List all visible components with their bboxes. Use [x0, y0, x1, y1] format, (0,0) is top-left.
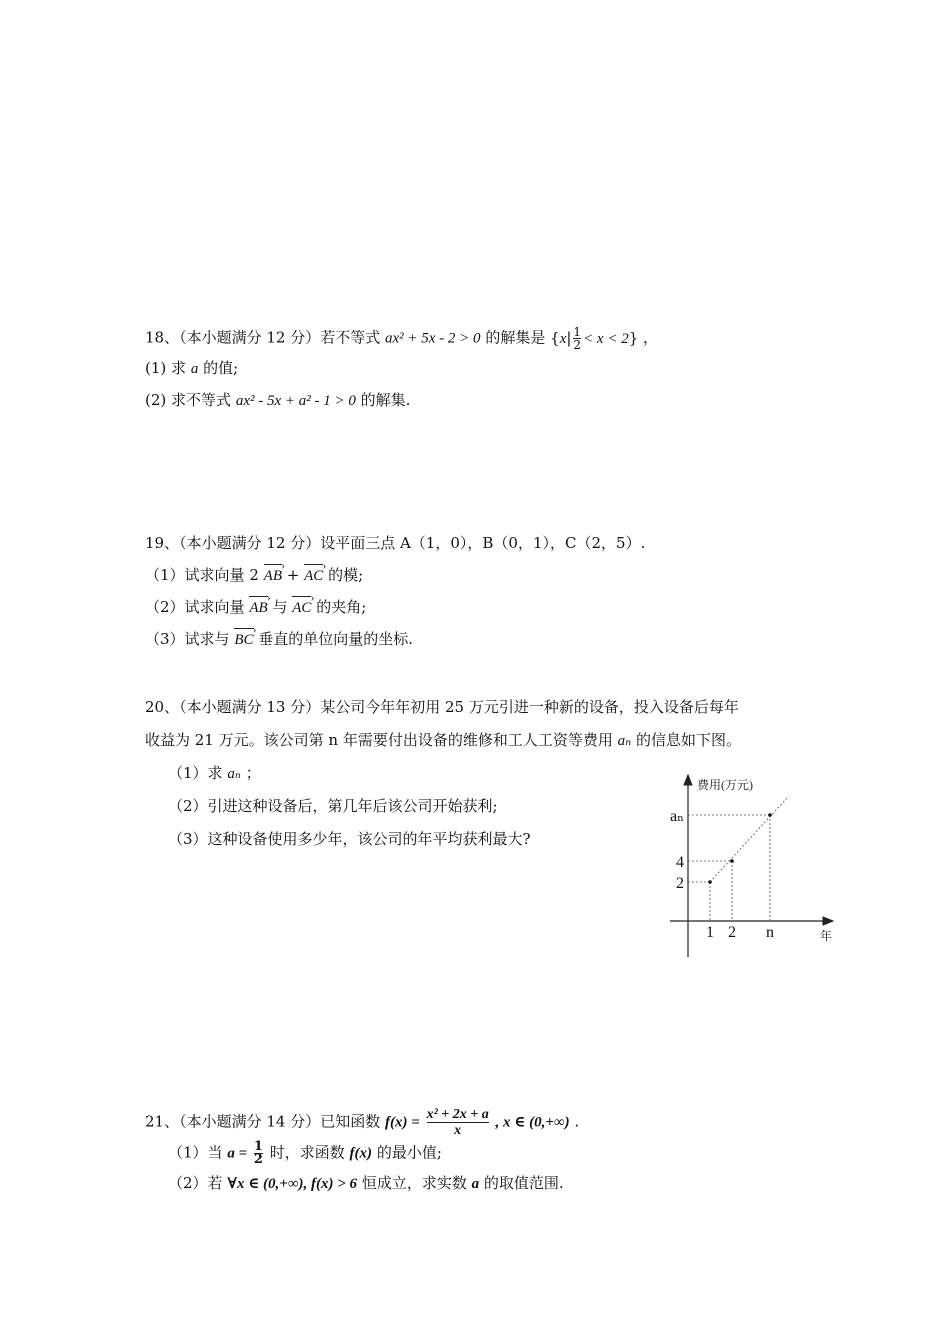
- x-axis-arrow: [823, 917, 833, 925]
- q19-p3-b: 垂直的单位向量的坐标.: [258, 630, 414, 648]
- q21-part2: [168, 1173, 564, 1194]
- q20-part2: （2）引进这种设备后，第几年后该公司开始获利;: [168, 797, 498, 815]
- q19-p1-b: 的模;: [328, 566, 364, 584]
- q21-fraction: [427, 1107, 489, 1138]
- q21-p1-fraction: [254, 1141, 263, 1166]
- q19-part1: [145, 565, 363, 586]
- q19-part3: [145, 629, 413, 650]
- q18-p2-ineq: ax² - 5x + a² - 1 > 0: [235, 393, 356, 409]
- q20-part1: [168, 763, 261, 784]
- q18-tail: ，: [643, 328, 659, 347]
- q21-p1-a: （1）当: [168, 1143, 223, 1162]
- cost-chart: [655, 765, 845, 965]
- q18-set-rest: < x < 2: [583, 330, 629, 347]
- q18-set-x: x: [559, 330, 567, 347]
- q20-line1: 20、（本小题满分 13 分）某公司今年年初用 25 万元引进一种新的设备，投入设备后每年: [145, 698, 739, 716]
- q19-p1-a: （1）试求向量: [145, 566, 245, 584]
- x-tick-label-0: 1: [706, 924, 714, 941]
- q18-set-den: 2: [573, 338, 582, 352]
- q18-stem: [145, 326, 658, 351]
- q21-domain: , x ∈ (0,+∞): [495, 1114, 570, 1131]
- x-tick-label-1: 2: [728, 924, 736, 941]
- q18-p1-a: (1) 求: [145, 359, 187, 377]
- q20-line2-a: 收益为 21 万元。该公司第 n 年需要付出设备的维修和工人工资等费用: [145, 731, 613, 749]
- q21-p1-num: 1: [253, 1139, 263, 1154]
- q20-p1-var: aₙ: [227, 766, 241, 782]
- q19-p1-vec-ab: AB ›: [264, 566, 282, 586]
- q19-p2-vec-ac: AC ›: [292, 598, 311, 618]
- q21-p1-b: 时，求函数: [269, 1143, 345, 1162]
- x-tick-label-2: n: [766, 924, 774, 941]
- y-axis-label: 费用(万元): [697, 778, 753, 792]
- q19-p3-a: （3）试求与: [145, 630, 230, 648]
- q20-part3: （3）这种设备使用多少年，该公司的年平均获利最大?: [168, 830, 531, 848]
- q19-p2-vec-ab: AB ›: [249, 598, 267, 618]
- q19-stem: 19、（本小题满分 12 分）设平面三点 A（1，0），B（0，1），C（2，5）.: [145, 534, 646, 552]
- q18-p1-b: 的值;: [203, 359, 239, 377]
- q21-fx: f(x) =: [385, 1114, 420, 1131]
- y-tick-label-0: 2: [676, 875, 684, 892]
- q21-p2-var: a: [471, 1176, 480, 1192]
- q21-p1-fx: f(x): [349, 1145, 373, 1162]
- q19-p1-coef: 2: [249, 566, 259, 584]
- q21-head: 21、（本小题满分 14 分）已知函数: [145, 1112, 381, 1131]
- q19-p1-vec-ac: AC ›: [304, 566, 323, 586]
- q18-mid: 的解集是: [485, 328, 546, 347]
- x-axis-label: 年: [820, 929, 833, 943]
- q18-head: 18、（本小题满分 12 分）若不等式: [145, 328, 381, 347]
- data-point-2: [768, 813, 772, 817]
- q19-part2: [145, 597, 366, 618]
- data-point-1: [730, 859, 734, 863]
- q20-line2-var: aₙ: [617, 733, 632, 749]
- q18-part2: [145, 390, 410, 411]
- q21-p1-c: 的最小值;: [376, 1143, 442, 1162]
- q18-inequality: ax² + 5x - 2 > 0: [385, 330, 481, 347]
- q21-p2-cond: ∀x ∈ (0,+∞), f(x) > 6: [227, 1176, 358, 1192]
- q21-p1-den: 2: [253, 1152, 263, 1167]
- q19-p2-mid: 与: [272, 598, 288, 616]
- q19-p3-vec-bc: BC ›: [234, 630, 253, 650]
- data-point-0: [708, 880, 712, 884]
- q18-p1-var: a: [190, 361, 199, 377]
- q20-line2-b: 的信息如下图。: [635, 731, 741, 749]
- q21-p2-c: 的取值范围.: [483, 1174, 564, 1192]
- q19-p2-b: 的夹角;: [316, 598, 367, 616]
- q21-p2-a: （2）若: [168, 1174, 223, 1192]
- q18-solution-set: {x| $\frac{1}{2}$ < x < 2}: [550, 325, 639, 352]
- q18-set-fraction: [573, 326, 581, 351]
- y-tick-label-2: aₙ: [669, 808, 684, 825]
- q20-p1-a: （1）求: [168, 764, 223, 782]
- trend-line: [710, 798, 787, 882]
- q20-p1-b: ；: [245, 764, 261, 782]
- q19-p2-a: （2）试求向量: [145, 598, 245, 616]
- q21-end: .: [574, 1112, 580, 1131]
- q21-p2-b: 恒成立，求实数: [361, 1174, 467, 1192]
- y-axis-arrow: [684, 775, 692, 785]
- q21-den: x: [454, 1123, 462, 1138]
- q21-stem: [145, 1107, 579, 1138]
- y-tick-label-1: 4: [676, 854, 684, 871]
- q18-p2-b: 的解集.: [360, 391, 411, 409]
- q18-part1: [145, 358, 238, 379]
- q19-p1-plus: +: [286, 566, 300, 584]
- q21-part1: [168, 1141, 442, 1166]
- q18-set-num: 1: [573, 325, 582, 339]
- q18-p2-a: (2) 求不等式: [145, 391, 232, 409]
- q21-p1-cond: a =: [227, 1145, 248, 1162]
- q20-line2: [145, 730, 741, 751]
- q21-num: x² + 2x + a: [426, 1107, 489, 1122]
